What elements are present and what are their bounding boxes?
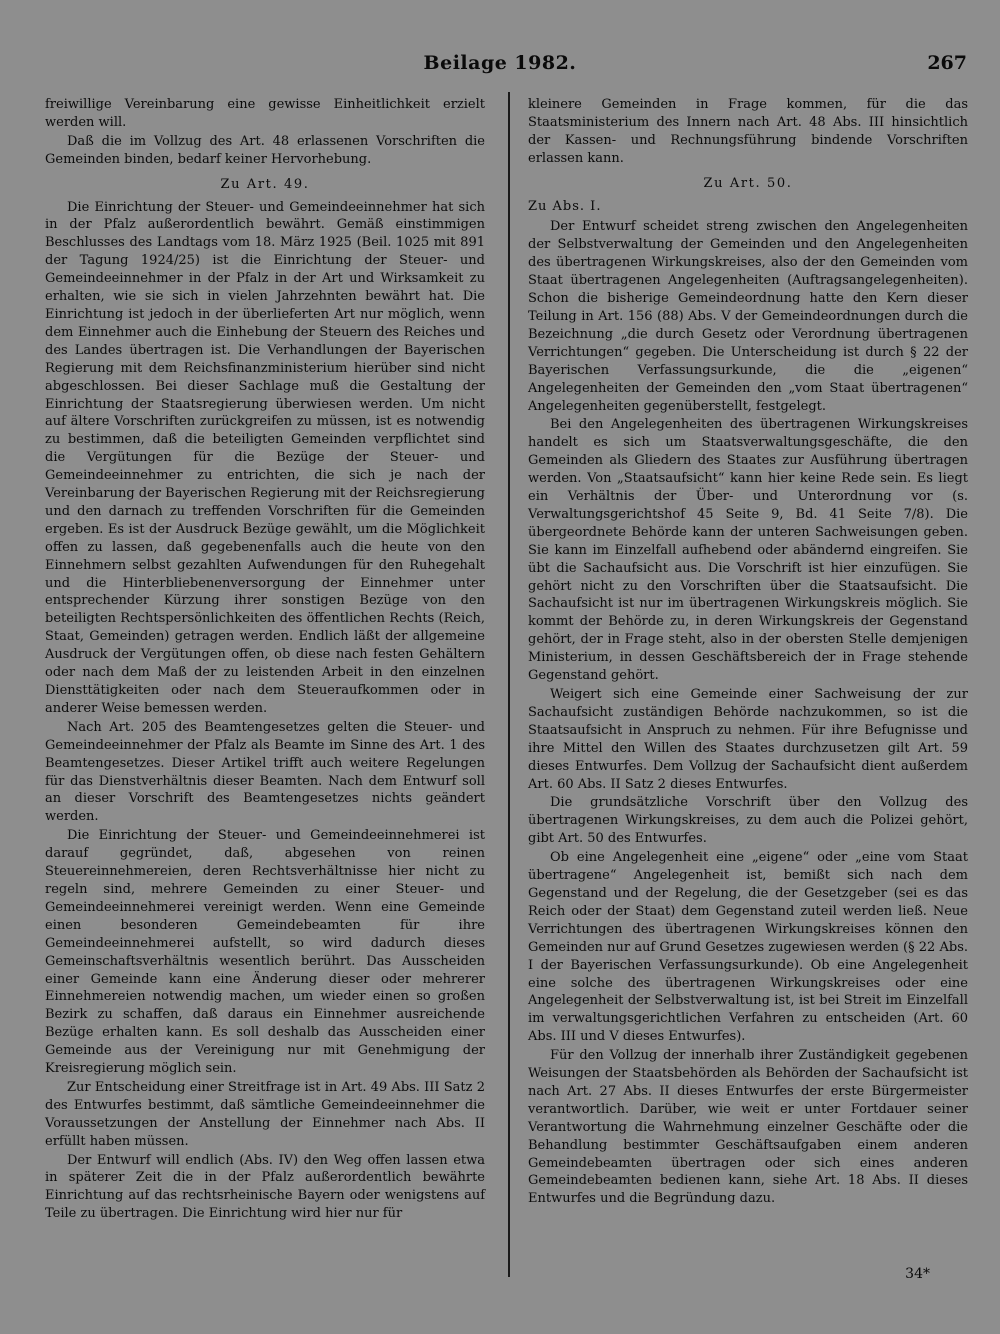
left-column-paragraph: Der Entwurf will endlich (Abs. IV) den Weg offen lassen etwa in späterer Zeit die in der Pfalz außerordentlich bewährte Einrichtung auf das rechtsrheinische Bayern oder wenigstens auf Teile zu übertragen. Die Einrichtung wird hier nur für [45,1152,485,1222]
section-heading: Zu Art. 49. [220,176,310,192]
left-column-paragraph: Die Einrichtung der Steuer- und Gemeindeeinnehmerei ist darauf gegründet, daß, abgesehen von reinen Steuereinnehmereien, deren Rechtsverhältnisse hier nicht zu regeln sind, mehrere Gemeinden zu einer Steuer- und Gemeindeeinnehmerei vereinigt werden. Wenn eine Gemeinde einen besonderen Gemeindebeamten für ihre Gemeindeeinnehmerei aufstellt, so wird dadurch dieses Gemeinschaftsverhältnis wesentlich berührt. Das Ausscheiden einer Gemeinde kann eine Änderung dieser oder mehrerer Einnehmereien notwendig machen, um wieder einen so großen Bezirk zu schaffen, daß daraus ein Einnehmer ausreichende Bezüge erhalten kann. Es soll deshalb das Ausscheiden einer Gemeinde aus der Vereinigung nur mit Genehmigung der Kreisregierung möglich sein. [45,828,485,1077]
right-column-paragraph: Die grundsätzliche Vorschrift über den Vollzug des übertragenen Wirkungskreises, zu dem auch die Polizei gehört, gibt Art. 50 des Entwurfes. [528,795,968,847]
left-column-paragraph: Daß die im Vollzug des Art. 48 erlassenen Vorschriften die Gemeinden binden, bedarf keiner Hervorhebung. [45,133,485,167]
running-head-title: Beilage 1982. [423,52,577,74]
left-column [45,96,485,1223]
left-column-paragraph: Zur Entscheidung einer Streitfrage ist in Art. 49 Abs. III Satz 2 des Entwurfes bestimmt, daß sämtliche Gemeindeeinnehmer die Voraussetzungen der Anstellung der Einnehmer nach Abs. II erfüllt haben müssen. [45,1079,485,1149]
right-column-paragraph: Weigert sich eine Gemeinde einer Sachweisung der zur Sachaufsicht zuständigen Behörde nachzukommen, so ist die Staatsaufsicht in Anspruch zu nehmen. Für ihre Befugnisse und ihre Mittel den Willen des Staates durchzusetzen gilt Art. 59 dieses Entwurfes. Dem Vollzug der Sachaufsicht dient außerdem Art. 60 Abs. II Satz 2 dieses Entwurfes. [528,687,968,792]
right-column-paragraph: kleinere Gemeinden in Frage kommen, für die das Staatsministerium des Innern nach Art. 48 Abs. III hinsichtlich der Kassen- und Rechnungsführung bindende Vorschriften erlassen kann. [528,97,968,166]
left-column-paragraph: freiwillige Vereinbarung eine gewisse Einheitlichkeit erzielt werden will. [45,97,485,130]
right-column [528,96,968,1208]
subsection-heading: Zu Abs. I. [528,198,602,214]
signature-mark: 34* [905,1266,930,1282]
left-column-paragraph: Nach Art. 205 des Beamtengesetzes gelten die Steuer- und Gemeindeeinnehmer der Pfalz als Beamte im Sinne des Art. 1 des Beamtengesetzes. Dieser Artikel trifft auch weitere Regelungen für das Dienstverhältnis dieser Beamten. Nach dem Entwurf soll an dieser Vorschrift des Beamtengesetzes nichts geändert werden. [45,719,485,825]
column-divider [508,92,510,1277]
page-number: 267 [927,52,967,74]
right-column-paragraph: Für den Vollzug der innerhalb ihrer Zuständigkeit gegebenen Weisungen der Staatsbehörden als Behörden der Sachaufsicht ist nach Art. 27 Abs. II dieses Entwurfes der erste Bürgermeister verantwortlich. Darüber, wie weit er unter Fortdauer seiner Verantwortung die Wahrnehmung einzelner Geschäfte oder die Behandlung bestimmter Geschäftsaufgaben einem anderen Gemeindebeamten übertragen oder sich eines anderen Gemeindebeamten bedienen kann, siehe Art. 18 Abs. II dieses Entwurfes und die Begründung dazu. [528,1048,968,1207]
right-column-paragraph: Bei den Angelegenheiten des übertragenen Wirkungskreises handelt es sich um Staatsverwaltungsgeschäfte, die den Gemeinden als Gliedern des Staates zur Ausführung übertragen werden. Von „Staatsaufsicht“ kann hier keine Rede sein. Es liegt ein Verhältnis der Über- und Unterordnung vor (s. Verwaltungsgerichtshof 45 Seite 9, Bd. 41 Seite 7/8). Die übergeordnete Behörde kann der unteren Sachweisungen geben. Sie kann im Einzelfall aufhebend oder abändernd eingreifen. Sie übt die Sachaufsicht aus. Die Vorschrift ist hier einzufügen. Sie gehört nicht zu den Vorschriften über die Staatsaufsicht. Die Sachaufsicht ist nur im übertragenen Wirkungskreis möglich. Sie kommt der Behörde zu, in deren Wirkungskreis der Gegenstand gehört, der in Frage steht, also in der obersten Stelle demjenigen Ministerium, in dessen Geschäftsbereich der in Frage stehende Gegenstand gehört. [528,417,968,684]
right-column-paragraph: Der Entwurf scheidet streng zwischen den Angelegenheiten der Selbstverwaltung der Gemeinden und den Angelegenheiten des übertragenen Wirkungskreises, also der den Gemeinden vom Staat übertragenen Angelegenheiten (Auftragsangelegenheiten). Schon die bisherige Gemeindeordnung hatte den Kern dieser Teilung in Art. 156 (88) Abs. V der Gemeindeordnungen durch die Bezeichnung „die durch Gesetz oder Verordnung übertragenen Verrichtungen“ gegeben. Die Unterscheidung ist durch § 22 der Bayerischen Verfassungsurkunde, die die „eigenen“ Angelegenheiten der Gemeinden den „vom Staat übertragenen“ Angelegenheiten gegenüberstellt, festgelegt. [528,219,968,414]
section-heading: Zu Art. 50. [703,175,793,191]
right-column-paragraph: Ob eine Angelegenheit eine „eigene“ oder „eine vom Staat übertragene“ Angelegenheit ist, bemißt sich nach dem Gegenstand und der Regelung, die der Gesetzgeber (sei es das Reich oder der Staat) dem Gegenstand zuteil werden ließ. Neue Verrichtungen des übertragenen Wirkungskreises können den Gemeinden nur auf Grund Gesetzes zugewiesen werden (§ 22 Abs. I der Bayerischen Verfassungsurkunde). Ob eine Angelegenheit eine solche des übertragenen Wirkungskreises oder eine Angelegenheit der Selbstverwaltung ist, ist bei Streit im Einzelfall im verwaltungsgerichtlichen Verfahren zu entscheiden (Art. 60 Abs. III und V dieses Entwurfes). [528,850,968,1045]
left-column-paragraph: Die Einrichtung der Steuer- und Gemeindeeinnehmer hat sich in der Pfalz außerordentlich bewährt. Gemäß einstimmigen Beschlusses des Landtags vom 18. März 1925 (Beil. 1025 mit 891 der Tagung 1924/25) ist die Einrichtung der Steuer- und Gemeindeeinnehmer in der Pfalz in der Art und Wirksamkeit zu erhalten, wie sie sich in vielen Jahrzehnten bewährt hat. Die Einrichtung ist jedoch in der überlieferten Art nur möglich, wenn dem Einnehmer auch die Einhebung der Steuern des Reiches und des Landes übertragen ist. Die Verhandlungen der Bayerischen Regierung mit dem Reichsfinanzministerium hierüber sind nicht abgeschlossen. Bei dieser Sachlage muß die Gestaltung der Einrichtung der Staatsregierung überwiesen werden. Um nicht auf ältere Vorschriften zurückgreifen zu müssen, ist es notwendig zu bestimmen, daß die beteiligten Gemeinden verpflichtet sind die Vergütungen für die Bezüge der Steuer- und Gemeindeeinnehmer zu entrichten, die sich je nach der Vereinbarung der Bayerischen Regierung mit der Reichsregierung und den darnach zu treffenden Vorschriften für die Gemeinden ergeben. Es ist der Ausdruck Bezüge gewählt, um die Möglichkeit offen zu lassen, daß gegebenenfalls auch die heute von den Einnehmern selbst gezahlten Aufwendungen für den Ruhegehalt und die Hinterbliebenenversorgung der Einnehmer unter entsprechender Kürzung ihrer sonstigen Bezüge von den beteiligten Rechtspersönlichkeiten des öffentlichen Rechts (Reich, Staat, Gemeinden) getragen werden. Endlich läßt der allgemeine Ausdruck der Vergütungen offen, ob diese nach festen Gehältern oder nach dem Maß der zu leistenden Arbeit in den einzelnen Diensttätigkeiten oder nach dem Steueraufkommen oder in anderer Weise bemessen werden. [45,199,486,716]
